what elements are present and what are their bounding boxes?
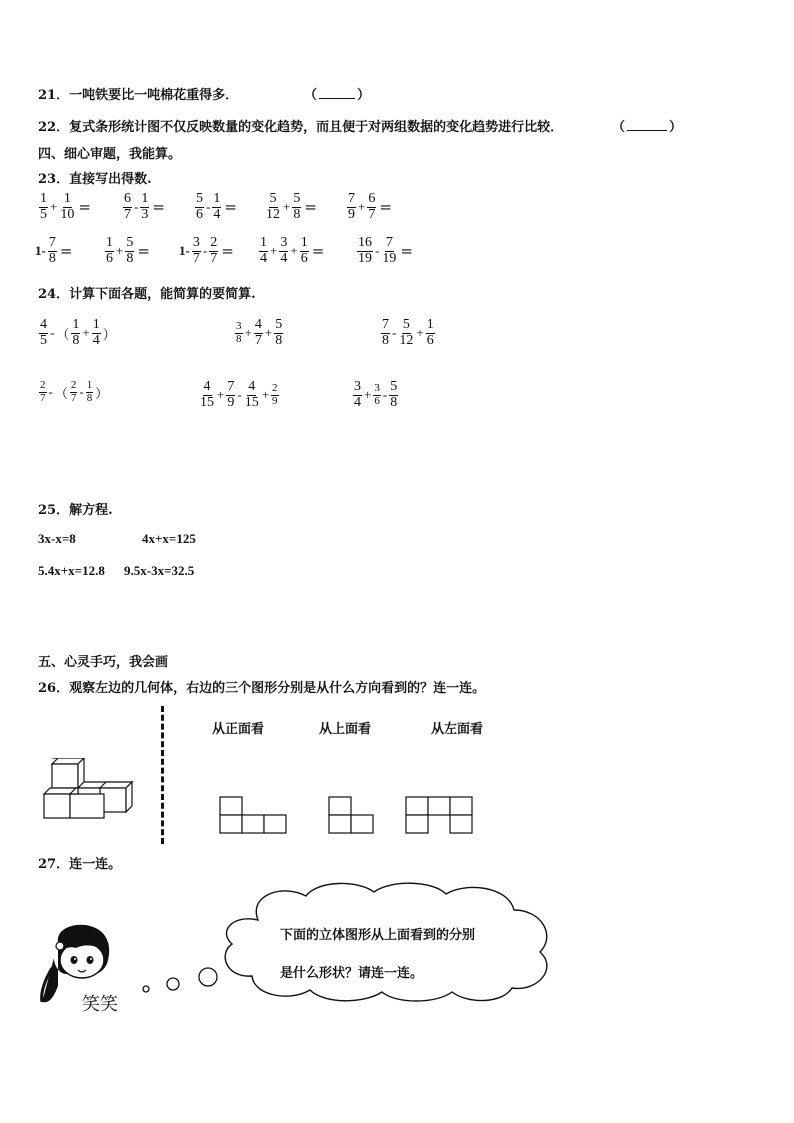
fraction: $\frac{2}{7}$ xyxy=(70,379,77,404)
question-25-title: 25．解方程. xyxy=(38,503,113,518)
fraction: $\frac{3}{7}$ xyxy=(192,235,200,266)
question-22-text: 22．复式条形统计图不仅反映数量的变化趋势，而且便于对两组数据的变化趋势进行比较． xyxy=(38,120,564,135)
question-21 xyxy=(38,84,238,103)
operator: + xyxy=(116,243,124,259)
fraction: $\frac{7}{9}$ xyxy=(348,191,355,222)
fraction: $\frac{6}{7}$ xyxy=(124,191,131,222)
operator: - xyxy=(202,243,208,259)
fraction: $\frac{5}{6}$ xyxy=(196,191,203,222)
question-26-title: 26．观察左边的几何体，右边的三个图形分别是从什么方向看到的？连一连。 xyxy=(38,681,486,696)
q23-expression xyxy=(38,192,91,222)
section-4-title: 四、细心审题，我能算。 xyxy=(38,147,182,162)
fraction: $\frac{5}{8}$ xyxy=(126,235,134,266)
view-label-front: 从正面看 xyxy=(212,722,265,737)
q24-expr-4: $\frac{2}{7}$ - （ $\frac{2}{7}$ - $\frac{1}{8}$ ） xyxy=(40,379,109,404)
fraction: $\frac{1}{3}$ xyxy=(141,191,149,222)
question-22 xyxy=(38,116,563,135)
fraction: $\frac{2}{9}$ xyxy=(272,382,278,407)
fraction: $\frac{16}{19}$ xyxy=(358,235,372,266)
q23-expression xyxy=(356,236,413,266)
q24-expr-1: $\frac{4}{5}$ - （ $\frac{1}{8}$ + $\frac{1}{4}$ ） xyxy=(40,317,116,348)
operator: + xyxy=(270,243,278,259)
fraction: $\frac{6}{7}$ xyxy=(368,191,376,222)
bubble-text-line-2: 是什么形状？请连一连。 xyxy=(280,966,424,981)
operator: + xyxy=(358,199,366,215)
view-shape-3[interactable] xyxy=(405,796,475,836)
fraction: $\frac{1}{6}$ xyxy=(106,235,113,266)
view-shape-1[interactable] xyxy=(219,796,289,836)
fraction: $\frac{1}{8}$ xyxy=(86,379,93,404)
fraction: $\frac{3}{4}$ xyxy=(354,379,361,410)
fraction: $\frac{4}{5}$ xyxy=(40,317,47,348)
equals-sign: = xyxy=(304,198,317,217)
q23-expression xyxy=(346,192,392,222)
q24-expr-6: $\frac{3}{4}$ + $\frac{3}{6}$ - $\frac{5}{8}$ xyxy=(354,379,398,410)
divider-dashed xyxy=(161,706,164,844)
expression-prefix: 1- xyxy=(35,243,46,259)
fraction: $\frac{7}{19}$ xyxy=(382,235,397,266)
q24-expr-2: $\frac{3}{8}$ + $\frac{4}{7}$ + $\frac{5}{8}$ xyxy=(236,317,283,348)
fraction: $\frac{4}{7}$ xyxy=(254,317,262,348)
q23-expression xyxy=(122,192,165,222)
fraction: $\frac{1}{4}$ xyxy=(92,317,100,348)
question-24-title: 24．计算下面各题，能简算的要简算. xyxy=(38,287,256,302)
character-name-label: 笑笑 xyxy=(82,994,118,1015)
fraction: $\frac{2}{7}$ xyxy=(210,235,218,266)
fraction: $\frac{2}{7}$ xyxy=(40,379,46,404)
operator: - xyxy=(134,199,139,215)
equals-sign: = xyxy=(137,242,150,261)
question-27-title: 27．连一连。 xyxy=(38,857,122,872)
view-label-left: 从左面看 xyxy=(431,722,484,737)
fraction: $\frac{1}{5}$ xyxy=(40,191,47,222)
equals-sign: = xyxy=(78,198,91,217)
equals-sign: = xyxy=(379,198,392,217)
bubble-text-line-1: 下面的立体图形从上面看到的分别 xyxy=(280,928,476,943)
equals-sign: = xyxy=(59,242,73,261)
expression-prefix: 1- xyxy=(179,243,190,259)
equals-sign: = xyxy=(224,198,237,217)
operator: - xyxy=(206,199,211,215)
view-shape-2[interactable] xyxy=(328,796,378,836)
fraction: $\frac{7}{8}$ xyxy=(382,317,389,348)
q23-expression xyxy=(178,236,234,266)
section-5-title: 五、心灵手巧，我会画 xyxy=(38,655,169,670)
fraction: $\frac{5}{8}$ xyxy=(293,191,301,222)
q23-expression xyxy=(194,192,237,222)
q24-expr-5: $\frac{4}{15}$ + $\frac{7}{9}$ - $\frac{4}{15}$ + $\frac{2}{9}$ xyxy=(200,379,278,410)
fraction: $\frac{5}{8}$ xyxy=(275,317,283,348)
fraction: $\frac{1}{6}$ xyxy=(300,235,308,266)
question-23-title: 23．直接写出得数. xyxy=(38,172,152,187)
fraction: $\frac{1}{4}$ xyxy=(213,191,221,222)
thought-dots-icon xyxy=(136,960,226,1000)
fraction: $\frac{4}{15}$ xyxy=(200,379,214,410)
fraction: $\frac{5}{12}$ xyxy=(399,317,414,348)
fraction: $\frac{3}{8}$ xyxy=(236,320,242,345)
q23-expression xyxy=(258,236,324,266)
fraction: $\frac{5}{12}$ xyxy=(266,191,280,222)
equation-1: 3x-x=8 xyxy=(38,531,76,546)
q23-expression xyxy=(104,236,150,266)
fraction: $\frac{7}{8}$ xyxy=(48,235,56,266)
equation-3: 5.4x+x=12.8 xyxy=(38,563,105,578)
operator: + xyxy=(50,199,58,215)
operator: + xyxy=(290,243,298,259)
fraction: $\frac{1}{4}$ xyxy=(260,235,267,266)
operator: - xyxy=(375,243,380,259)
q24-expr-3: $\frac{7}{8}$ - $\frac{5}{12}$ + $\frac{1}{6}$ xyxy=(382,317,434,348)
q23-expression xyxy=(264,192,317,222)
fraction: $\frac{7}{9}$ xyxy=(227,379,235,410)
equals-sign: = xyxy=(311,242,325,261)
fraction: $\frac{1}{6}$ xyxy=(426,317,434,348)
fraction: $\frac{5}{8}$ xyxy=(390,379,398,410)
question-21-text: 21．一吨铁要比一吨棉花重得多． xyxy=(38,88,239,103)
cube-structure-figure xyxy=(40,758,140,822)
equation-2: 4x+x=125 xyxy=(142,531,196,546)
equals-sign: = xyxy=(400,242,413,261)
fraction: $\frac{1}{10}$ xyxy=(60,191,75,222)
q23-expression xyxy=(34,236,72,266)
fraction: $\frac{3}{4}$ xyxy=(280,235,288,266)
equals-sign: = xyxy=(152,198,165,217)
equation-4: 9.5x-3x=32.5 xyxy=(124,563,195,578)
equals-sign: = xyxy=(221,242,234,261)
fraction: $\frac{1}{8}$ xyxy=(72,317,80,348)
answer-blank-21[interactable]: （ ） xyxy=(304,88,371,103)
answer-blank-22[interactable]: （ ） xyxy=(612,120,683,135)
operator: + xyxy=(283,199,291,215)
fraction: $\frac{4}{15}$ xyxy=(244,379,259,410)
fraction: $\frac{3}{6}$ xyxy=(374,382,380,407)
view-label-top: 从上面看 xyxy=(319,722,372,737)
